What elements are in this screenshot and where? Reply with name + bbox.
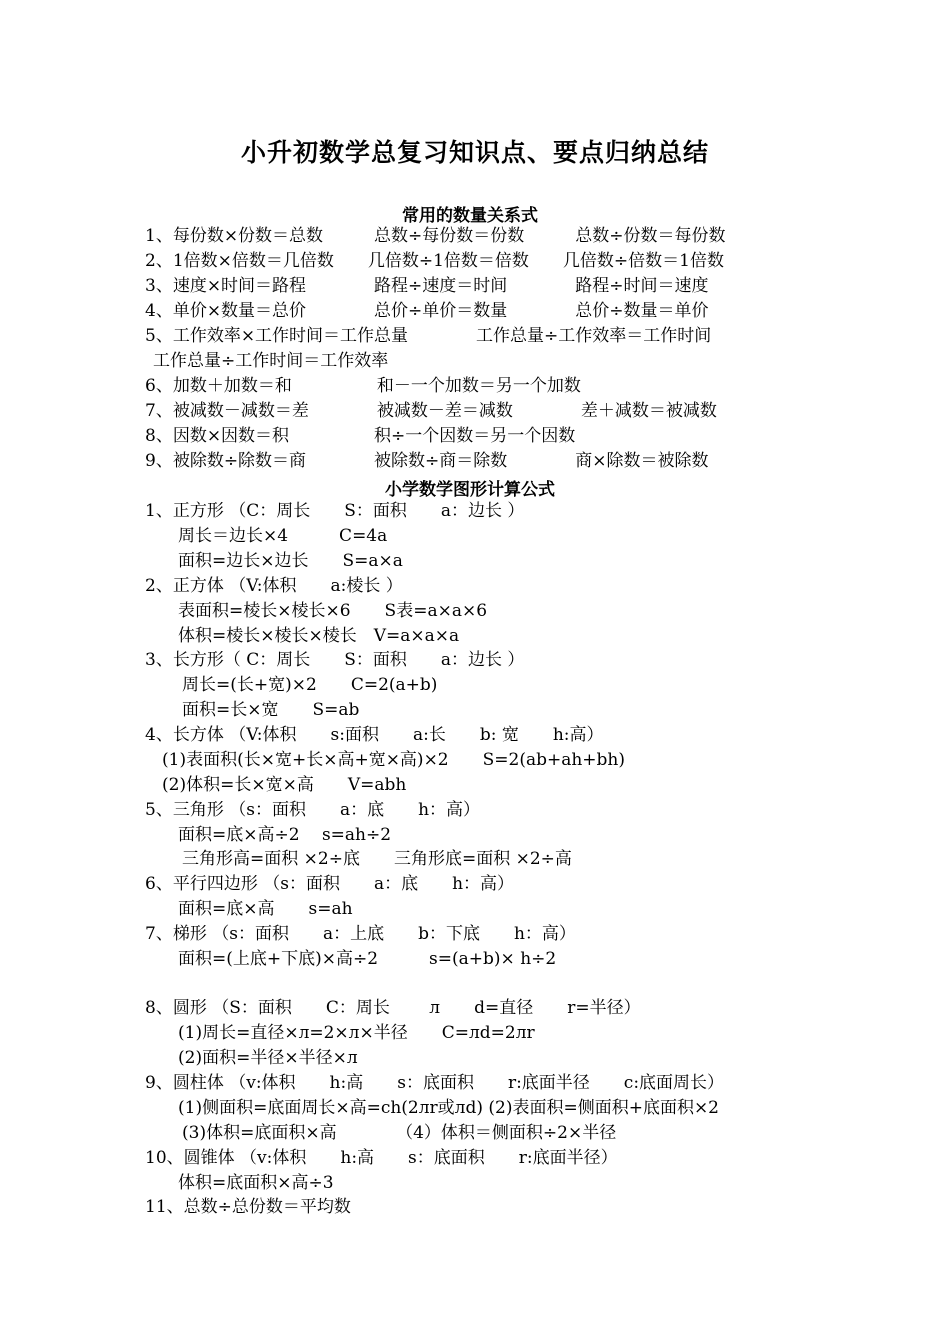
formula-line: 6、平行四边形 （s：面积 a：底 h：高） bbox=[145, 874, 515, 894]
formula-line: 周长=(长+宽)×2 C=2(a+b) bbox=[182, 675, 438, 695]
formula-line: 1、每份数×份数＝总数 总数÷每份数＝份数 总数÷份数＝每份数 bbox=[145, 226, 726, 246]
formula-line: 面积=底×高÷2 s=ah÷2 bbox=[178, 825, 392, 845]
formula-line: 体积=棱长×棱长×棱长 V=a×a×a bbox=[178, 626, 460, 646]
formula-line: (1)周长=直径×л=2×л×半径 C=лd=2лr bbox=[178, 1023, 535, 1043]
section-heading-quantity-relations: 常用的数量关系式 bbox=[402, 206, 538, 226]
formula-line: 面积=长×宽 S=ab bbox=[182, 700, 360, 720]
formula-line: 7、梯形 （s：面积 a：上底 b：下底 h：高） bbox=[145, 924, 576, 944]
formula-line: (3)体积=底面积×高 （4）体积＝侧面积÷2×半径 bbox=[182, 1123, 617, 1143]
formula-line: (1)侧面积=底面周长×高=ch(2лr或лd) (2)表面积=侧面积+底面积×2 bbox=[178, 1098, 720, 1118]
formula-line: 9、被除数÷除数＝商 被除数÷商＝除数 商×除数＝被除数 bbox=[145, 451, 709, 471]
formula-line: (2)面积=半径×半径×л bbox=[178, 1048, 358, 1068]
formula-line: 三角形高=面积 ×2÷底 三角形底=面积 ×2÷高 bbox=[182, 849, 572, 869]
formula-line: 2、1倍数×倍数＝几倍数 几倍数÷1倍数＝倍数 几倍数÷倍数＝1倍数 bbox=[145, 251, 724, 271]
formula-line: 面积=底×高 s=ah bbox=[178, 899, 353, 919]
formula-line: (2)体积=长×宽×高 V=abh bbox=[162, 775, 407, 795]
formula-line: 4、单价×数量＝总价 总价÷单价＝数量 总价÷数量＝单价 bbox=[145, 301, 709, 321]
formula-line: 5、工作效率×工作时间＝工作总量 工作总量÷工作效率＝工作时间 bbox=[145, 326, 712, 346]
formula-line: 7、被减数－减数＝差 被减数－差＝减数 差＋减数＝被减数 bbox=[145, 401, 717, 421]
formula-line: 3、长方形（ C：周长 S：面积 a：边长 ） bbox=[145, 650, 525, 670]
formula-line: 3、速度×时间＝路程 路程÷速度＝时间 路程÷时间＝速度 bbox=[145, 276, 709, 296]
formula-line: 8、因数×因数＝积 积÷一个因数＝另一个因数 bbox=[145, 426, 576, 446]
document-title: 小升初数学总复习知识点、要点归纳总结 bbox=[240, 138, 709, 167]
formula-line: 6、加数＋加数＝和 和－一个加数＝另一个加数 bbox=[145, 376, 581, 396]
formula-line: 5、三角形 （s：面积 a：底 h：高） bbox=[145, 800, 481, 820]
formula-line: 周长＝边长×4 C=4a bbox=[178, 526, 388, 546]
formula-line: 1、正方形 （C：周长 S：面积 a：边长 ） bbox=[145, 501, 525, 521]
formula-line: 10、圆锥体 （v:体积 h:高 s：底面积 r:底面半径） bbox=[145, 1148, 618, 1168]
formula-line: 工作总量÷工作时间＝工作效率 bbox=[153, 351, 389, 371]
formula-line: 4、长方体 （V:体积 s:面积 a:长 b: 宽 h:高） bbox=[145, 725, 604, 745]
section-heading-geometry-formulas: 小学数学图形计算公式 bbox=[385, 480, 555, 500]
formula-line: 体积=底面积×高÷3 bbox=[178, 1173, 334, 1193]
formula-line: 表面积=棱长×棱长×6 S表=a×a×6 bbox=[178, 601, 488, 621]
formula-line: (1)表面积(长×宽+长×高+宽×高)×2 S=2(ab+ah+bh) bbox=[162, 750, 626, 770]
formula-line: 面积=(上底+下底)×高÷2 s=(a+b)× h÷2 bbox=[178, 949, 557, 969]
formula-line: 面积=边长×边长 S=a×a bbox=[178, 551, 403, 571]
formula-line: 8、圆形 （S：面积 C：周长 л d=直径 r=半径） bbox=[145, 998, 641, 1018]
formula-line: 9、圆柱体 （v:体积 h:高 s：底面积 r:底面半径 c:底面周长） bbox=[145, 1073, 725, 1093]
formula-line: 2、正方体 （V:体积 a:棱长 ） bbox=[145, 576, 403, 596]
formula-line: 11、总数÷总份数＝平均数 bbox=[145, 1197, 351, 1217]
